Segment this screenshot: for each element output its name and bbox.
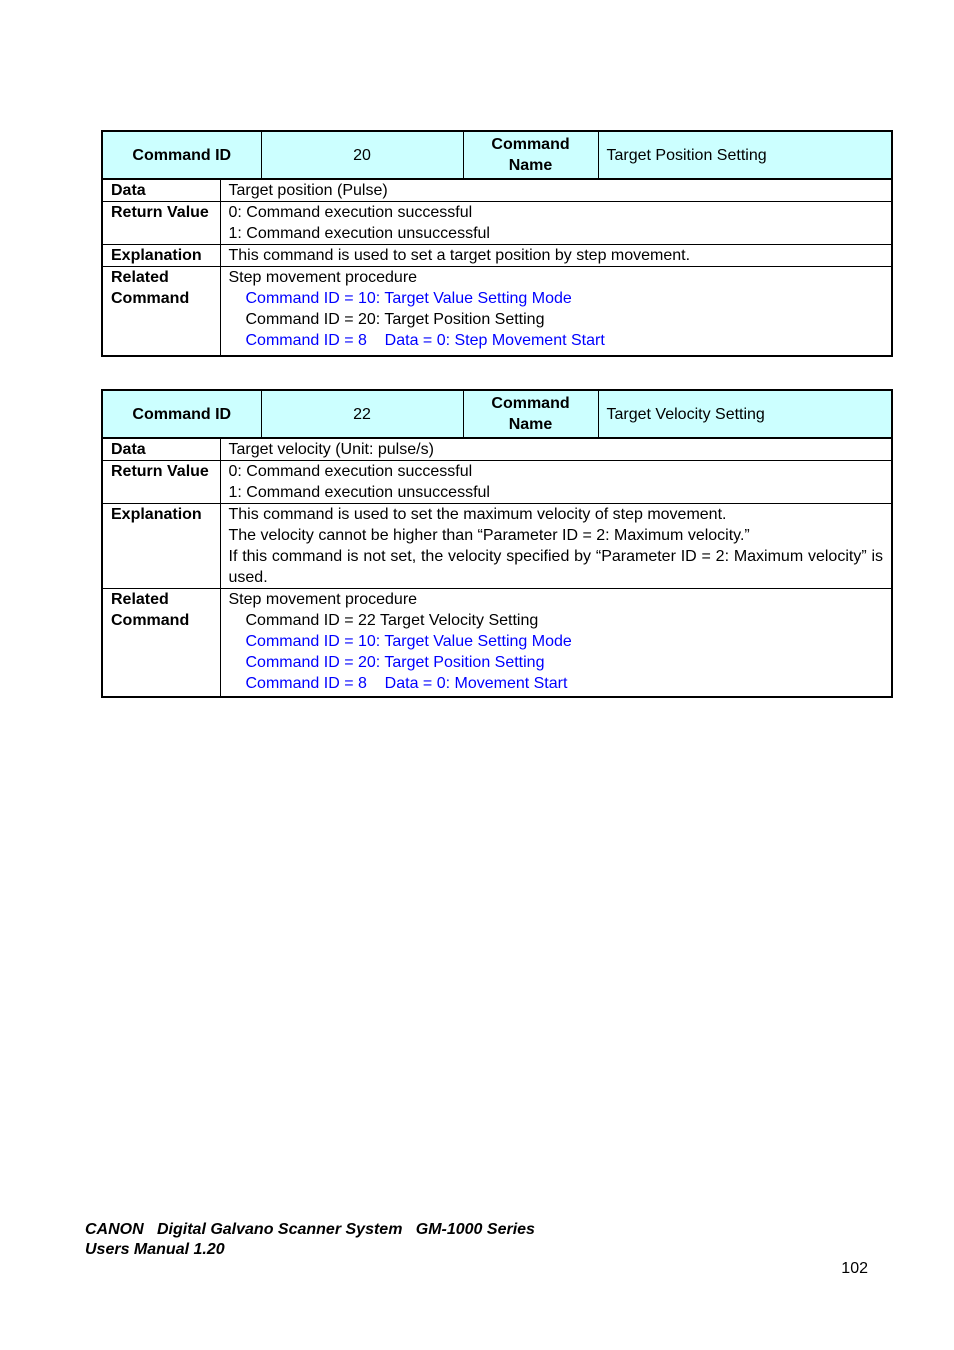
command-id-value: 20 bbox=[261, 131, 463, 179]
related-label: Related Command bbox=[102, 267, 220, 357]
related-link[interactable]: Command ID = 20: Target Position Setting bbox=[245, 654, 545, 671]
explanation-line: The velocity cannot be higher than “Parameter ID = 2: Maximum velocity.” bbox=[228, 527, 750, 544]
related-line: Command ID = 20: Target Position Setting bbox=[245, 311, 545, 328]
return-line: 0: Command execution successful bbox=[228, 463, 473, 480]
explanation-value bbox=[220, 504, 892, 589]
related-line: Step movement procedure bbox=[228, 269, 418, 286]
explanation-label: Explanation bbox=[102, 245, 220, 267]
explanation-value bbox=[220, 245, 892, 267]
related-row bbox=[102, 267, 892, 357]
footer bbox=[85, 1220, 535, 1260]
command-table-20 bbox=[101, 130, 893, 357]
footer-manual-version: Users Manual 1.20 bbox=[85, 1241, 225, 1258]
command-name-value: Target Position Setting bbox=[598, 131, 892, 179]
related-label: Related Command bbox=[102, 589, 220, 698]
command-id-label: Command ID bbox=[102, 131, 261, 179]
return-label: Return Value bbox=[102, 461, 220, 504]
explanation-line: If this command is not set, the velocity specified by “Parameter ID = 2: Maximum velocity” is used. bbox=[228, 548, 884, 586]
return-row bbox=[102, 202, 892, 245]
command-table-22 bbox=[101, 389, 893, 698]
return-value bbox=[220, 202, 892, 245]
data-row bbox=[102, 438, 892, 461]
related-line: Step movement procedure bbox=[228, 591, 418, 608]
related-link[interactable]: Command ID = 8 Data = 0: Step Movement Start bbox=[245, 332, 605, 349]
related-line: Command ID = 22 Target Velocity Setting bbox=[245, 612, 539, 629]
data-value: Target position (Pulse) bbox=[220, 179, 892, 202]
related-value bbox=[220, 589, 892, 698]
related-value bbox=[220, 267, 892, 357]
related-row bbox=[102, 589, 892, 698]
command-name-label: Command Name bbox=[463, 131, 598, 179]
data-label: Data bbox=[102, 179, 220, 202]
return-label: Return Value bbox=[102, 202, 220, 245]
explanation-row bbox=[102, 504, 892, 589]
explanation-row bbox=[102, 245, 892, 267]
return-line: 1: Command execution unsuccessful bbox=[228, 484, 490, 501]
data-value: Target velocity (Unit: pulse/s) bbox=[220, 438, 892, 461]
command-id-label: Command ID bbox=[102, 390, 261, 438]
explanation-line: This command is used to set the maximum velocity of step movement. bbox=[228, 506, 727, 523]
command-id-value: 22 bbox=[261, 390, 463, 438]
related-link[interactable]: Command ID = 10: Target Value Setting Mode bbox=[245, 633, 572, 650]
return-value bbox=[220, 461, 892, 504]
command-name-label: Command Name bbox=[463, 390, 598, 438]
command-name-value: Target Velocity Setting bbox=[598, 390, 892, 438]
page-number: 102 bbox=[841, 1260, 868, 1277]
explanation-line: This command is used to set a target position by step movement. bbox=[228, 247, 691, 264]
data-label: Data bbox=[102, 438, 220, 461]
header-row bbox=[102, 131, 892, 179]
data-row bbox=[102, 179, 892, 202]
header-row bbox=[102, 390, 892, 438]
return-row bbox=[102, 461, 892, 504]
explanation-label: Explanation bbox=[102, 504, 220, 589]
return-line: 1: Command execution unsuccessful bbox=[228, 225, 490, 242]
related-link[interactable]: Command ID = 10: Target Value Setting Mode bbox=[245, 290, 572, 307]
return-line: 0: Command execution successful bbox=[228, 204, 473, 221]
footer-title: CANON Digital Galvano Scanner System GM-1000 Series bbox=[85, 1221, 535, 1238]
related-link[interactable]: Command ID = 8 Data = 0: Movement Start bbox=[245, 675, 568, 692]
